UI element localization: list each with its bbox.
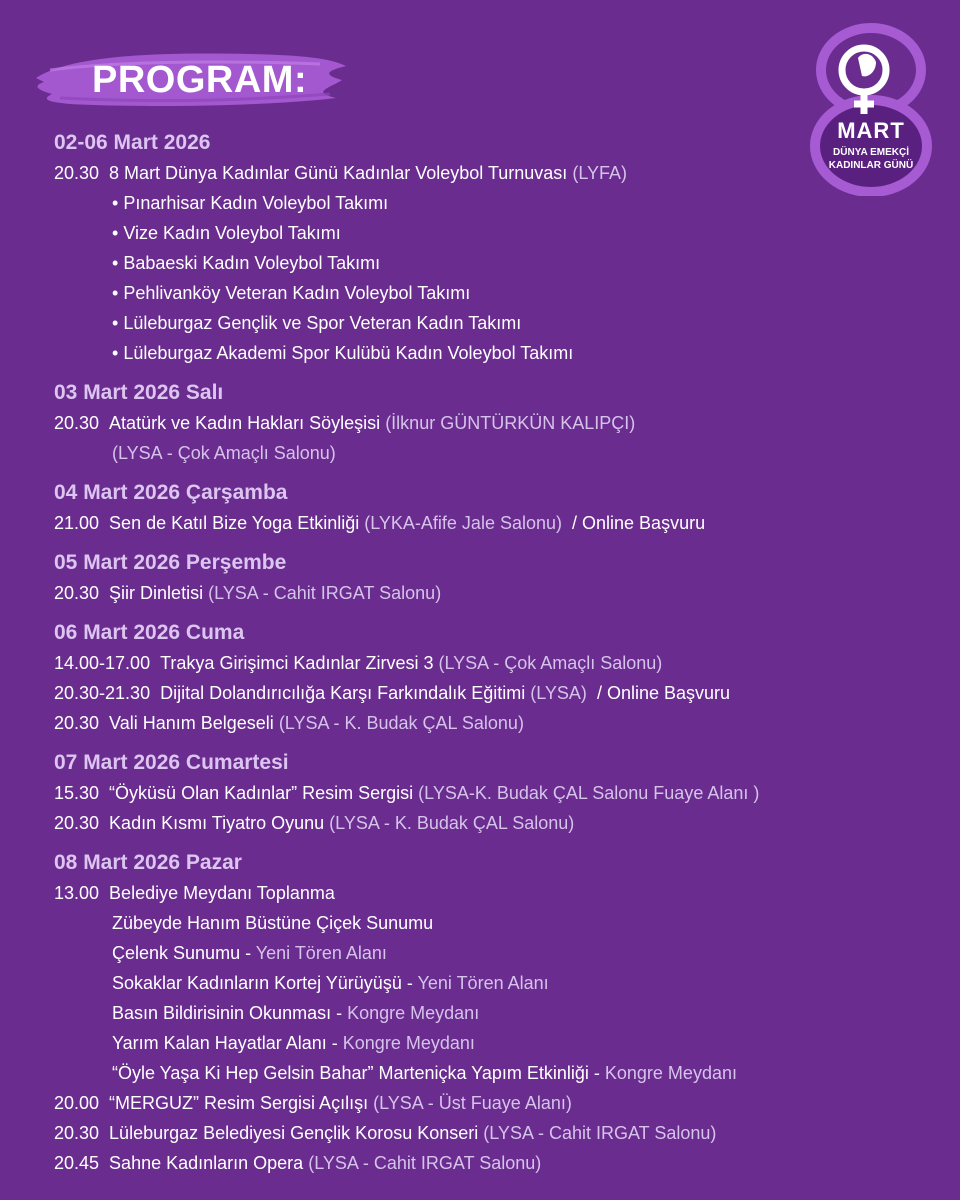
sub-event-row [54, 968, 944, 998]
sub-event-location: Yeni Tören Alanı [255, 943, 387, 963]
day-heading: 08 Mart 2026 Pazar [54, 851, 242, 874]
event-time: 20.45 [54, 1153, 100, 1173]
event-time: 20.00 [54, 1093, 100, 1113]
program-list [54, 128, 944, 1178]
event-row [54, 708, 944, 738]
event-row [54, 678, 944, 708]
event-title: Trakya Girişimci Kadınlar Zirvesi 3 [160, 653, 434, 673]
event-title: “MERGUZ” Resim Sergisi Açılışı [109, 1093, 369, 1113]
event-row [54, 408, 944, 438]
sub-event-row [54, 998, 944, 1028]
team-list-item: • Pınarhisar Kadın Voleybol Takımı [54, 188, 944, 218]
event-time: 20.30 [54, 163, 100, 183]
team-list-item: • Vize Kadın Voleybol Takımı [54, 218, 944, 248]
event-location: (LYSA-K. Budak ÇAL Salonu Fuaye Alanı ) [418, 783, 760, 803]
event-title: Belediye Meydanı Toplanma [109, 883, 335, 903]
event-row [54, 1118, 944, 1148]
sub-event-row [54, 1028, 944, 1058]
day-heading: 03 Mart 2026 Salı [54, 381, 224, 404]
event-title: Sen de Katıl Bize Yoga Etkinliği [109, 513, 360, 533]
page-title: PROGRAM: [92, 59, 308, 101]
event-location-continued: (LYSA - Çok Amaçlı Salonu) [112, 443, 336, 463]
online-application-link[interactable]: / Online Başvuru [596, 683, 731, 703]
sub-event-title: Zübeyde Hanım Büstüne Çiçek Sunumu [112, 913, 434, 933]
sub-event-location: Kongre Meydanı [604, 1063, 737, 1083]
sub-event-location: Yeni Tören Alanı [417, 973, 549, 993]
sub-event-row [54, 1058, 944, 1088]
event-time: 20.30 [54, 583, 100, 603]
sub-event-row [54, 908, 944, 938]
team-list-item: • Pehlivanköy Veteran Kadın Voleybol Takımı [54, 278, 944, 308]
event-row [54, 158, 944, 188]
logo-subtitle-line-1: DÜNYA EMEKÇİ [833, 147, 909, 158]
day-heading: 02-06 Mart 2026 [54, 131, 211, 154]
event-time: 20.30 [54, 813, 100, 833]
event-time: 14.00-17.00 [54, 653, 151, 673]
team-list-item: • Babaeski Kadın Voleybol Takımı [54, 248, 944, 278]
event-title: Dijital Dolandırıcılığa Karşı Farkındalık Eğitimi [160, 683, 526, 703]
event-row [54, 1088, 944, 1118]
event-location: (LYSA - Cahit IRGAT Salonu) [483, 1123, 717, 1143]
event-location: (LYSA) [530, 683, 587, 703]
event-title: Şiir Dinletisi [109, 583, 204, 603]
logo-mart-label: MART [837, 118, 905, 143]
day-heading: 05 Mart 2026 Perşembe [54, 551, 287, 574]
event-location: (LYSA - Cahit IRGAT Salonu) [308, 1153, 542, 1173]
sub-event-title: Basın Bildirisinin Okunması - [112, 1003, 343, 1023]
event-title: Atatürk ve Kadın Hakları Söyleşisi [109, 413, 381, 433]
event-location: (LYSA - K. Budak ÇAL Salonu) [278, 713, 524, 733]
event-row [54, 878, 944, 908]
event-row [54, 1148, 944, 1178]
logo-subtitle-line-2: KADINLAR GÜNÜ [828, 160, 914, 171]
event-time: 13.00 [54, 883, 100, 903]
event-title: Vali Hanım Belgeseli [109, 713, 274, 733]
online-application-link[interactable]: / Online Başvuru [572, 513, 706, 533]
day-heading: 07 Mart 2026 Cumartesi [54, 751, 289, 774]
event-time: 20.30 [54, 713, 100, 733]
event-location: (LYSA - Çok Amaçlı Salonu) [438, 653, 663, 673]
event-time: 20.30 [54, 413, 100, 433]
event-title: 8 Mart Dünya Kadınlar Günü Kadınlar Voleybol Turnuvası [109, 163, 568, 183]
day-heading: 04 Mart 2026 Çarşamba [54, 481, 288, 504]
sub-event-title: Çelenk Sunumu - [112, 943, 252, 963]
team-list-item: • Lüleburgaz Gençlik ve Spor Veteran Kadın Takımı [54, 308, 944, 338]
team-list-item: • Lüleburgaz Akademi Spor Kulübü Kadın Voleybol Takımı [54, 338, 944, 368]
event-row [54, 808, 944, 838]
event-title: Lüleburgaz Belediyesi Gençlik Korosu Konseri [109, 1123, 479, 1143]
event-title: “Öyküsü Olan Kadınlar” Resim Sergisi [109, 783, 414, 803]
event-time: 20.30 [54, 1123, 100, 1143]
event-time: 21.00 [54, 513, 100, 533]
event-location: (LYSA - Cahit IRGAT Salonu) [208, 583, 442, 603]
event-row [54, 648, 944, 678]
sub-event-location: Kongre Meydanı [342, 1033, 475, 1053]
sub-event-title: Yarım Kalan Hayatlar Alanı - [112, 1033, 338, 1053]
sub-event-title: Sokaklar Kadınların Kortej Yürüyüşü - [112, 973, 413, 993]
sub-event-row [54, 938, 944, 968]
sub-event-title: “Öyle Yaşa Ki Hep Gelsin Bahar” Marteniçka Yapım Etkinliği - [112, 1063, 600, 1083]
event-location: (LYSA - Üst Fuaye Alanı) [373, 1093, 572, 1113]
event-row [54, 508, 944, 538]
event-title: Kadın Kısmı Tiyatro Oyunu [109, 813, 325, 833]
event-location: (LYKA-Afife Jale Salonu) [364, 513, 562, 533]
event-location: (İlknur GÜNTÜRKÜN KALIPÇI) [385, 413, 636, 433]
event-title: Sahne Kadınların Opera [109, 1153, 304, 1173]
event-time: 15.30 [54, 783, 100, 803]
sub-event-location: Kongre Meydanı [347, 1003, 480, 1023]
event-location: (LYSA - K. Budak ÇAL Salonu) [329, 813, 575, 833]
day-heading: 06 Mart 2026 Cuma [54, 621, 245, 644]
event-row [54, 778, 944, 808]
event-row [54, 578, 944, 608]
event-location: (LYFA) [572, 163, 628, 183]
event-time: 20.30-21.30 [54, 683, 151, 703]
